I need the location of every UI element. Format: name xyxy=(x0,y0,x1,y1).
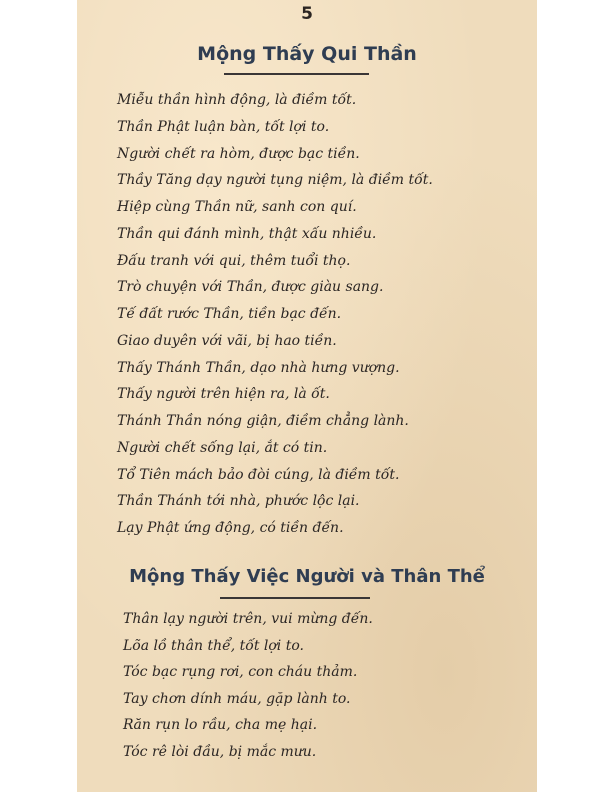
verse-line: Hiệp cùng Thần nữ, sanh con quí. xyxy=(117,199,357,215)
section-title-viec-nguoi: Mộng Thấy Việc Người và Thân Thể xyxy=(129,566,485,587)
verse-line: Răn rụn lo rầu, cha mẹ hại. xyxy=(123,717,318,734)
verse-line: Lõa lồ thân thể, tốt lợi to. xyxy=(123,637,304,654)
verse-line: Tóc bạc rụng rơi, con cháu thảm. xyxy=(123,664,358,681)
title-underline xyxy=(220,597,370,599)
verse-line: Lạy Phật ứng động, có tiền đến. xyxy=(117,520,344,536)
verse-line: Tế đất rước Thần, tiền bạc đến. xyxy=(117,306,342,322)
page-number: 5 xyxy=(301,4,313,24)
verse-line: Giao duyên với vãi, bị hao tiền. xyxy=(117,332,337,349)
verse-line: Trò chuyện với Thần, được giàu sang. xyxy=(117,279,384,296)
section-title-qui-than: Mộng Thấy Qui Thần xyxy=(197,43,417,65)
verse-line: Người chết ra hòm, được bạc tiền. xyxy=(117,145,360,162)
verse-line: Thấy người trên hiện ra, là ốt. xyxy=(117,386,330,403)
verse-line: Thân lạy người trên, vui mừng đến. xyxy=(123,611,373,627)
verse-line: Thầy Tăng dạy người tụng niệm, là điềm tốt. xyxy=(117,172,433,189)
verse-line: Thần qui đánh mình, thật xấu nhiều. xyxy=(117,225,377,242)
verse-line: Miễu thần hình động, là điềm tốt. xyxy=(117,92,357,108)
verse-line: Tay chơn dính máu, gặp lành to. xyxy=(123,690,351,707)
verse-line: Tổ Tiên mách bảo đòi cúng, là điềm tốt. xyxy=(117,466,400,483)
verse-line: Tóc rê lòi đầu, bị mắc mưu. xyxy=(123,744,317,760)
verse-line: Đấu tranh với qui, thêm tuổi thọ. xyxy=(117,252,351,269)
book-page xyxy=(77,0,537,792)
verse-line: Thần Phật luận bàn, tốt lợi to. xyxy=(117,118,330,135)
verse-line: Người chết sống lại, ắt có tin. xyxy=(117,439,328,456)
verse-line: Thấy Thánh Thần, dạo nhà hưng vượng. xyxy=(117,359,400,376)
verse-line: Thánh Thần nóng giận, điềm chẳng lành. xyxy=(117,413,409,429)
verse-line: Thần Thánh tới nhà, phước lộc lại. xyxy=(117,493,360,510)
title-underline xyxy=(224,73,369,75)
